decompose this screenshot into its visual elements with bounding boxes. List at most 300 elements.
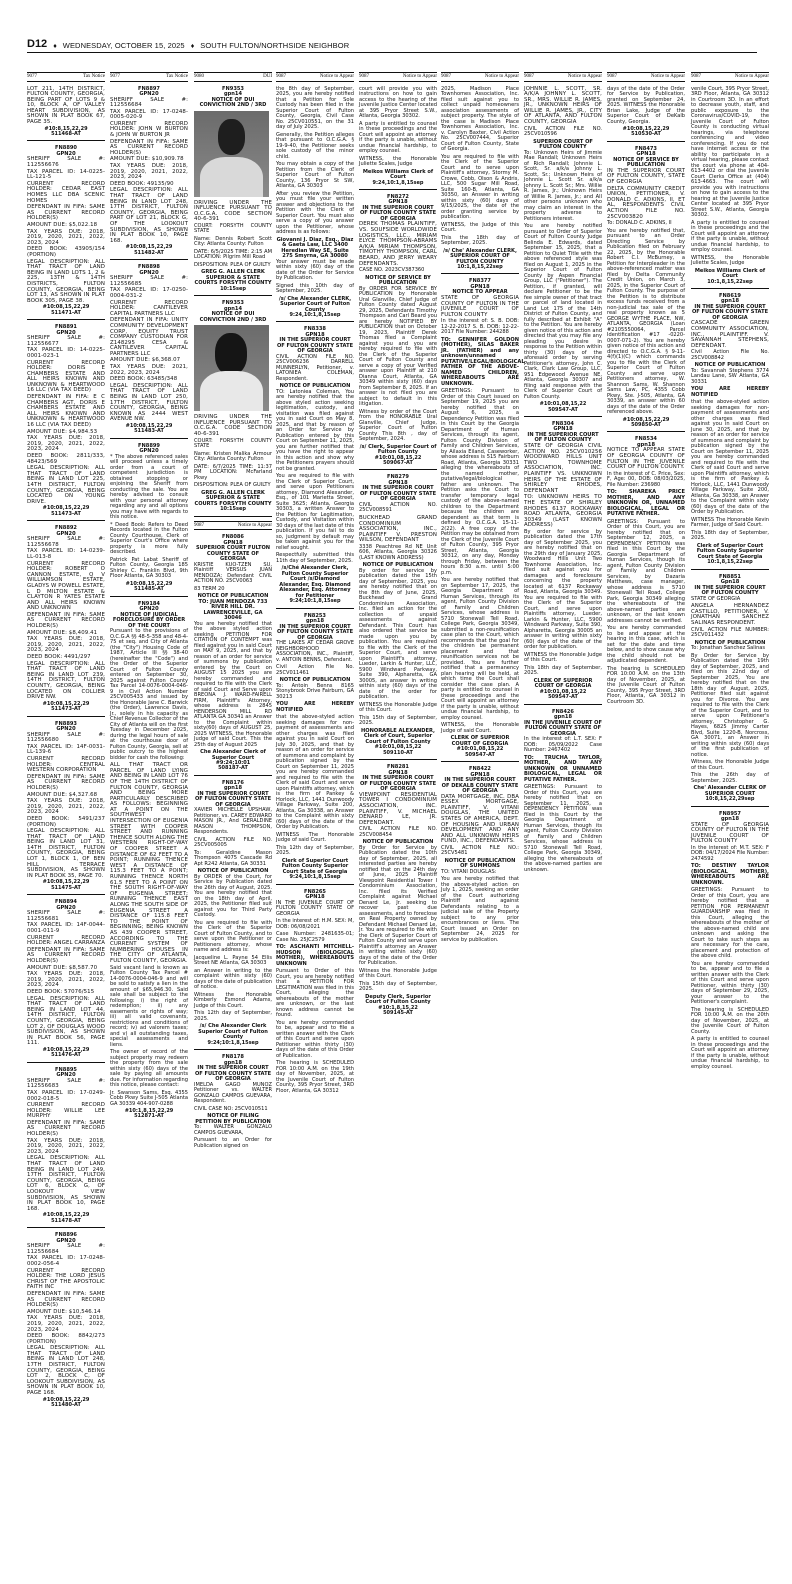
photo-head <box>215 333 247 375</box>
notice-footer: #10:08,15,22,29 <box>622 416 670 423</box>
notice-heading: IN THE SUPERIOR COURT OF FULTON COUNTY <box>694 584 766 597</box>
notice-paragraph: To: Savannah Stephens 3774 Landau Lane, SW Atlanta, GA 30331 <box>691 367 769 385</box>
notice-heading: FN8377 <box>469 278 491 285</box>
mugshot-photo <box>194 325 269 411</box>
notice-heading: gpn14 <box>223 91 242 97</box>
notice-column <box>359 72 437 1023</box>
notice-heading: FN8899 <box>138 442 160 449</box>
notice-footer: 509110-AT <box>383 749 413 756</box>
notice-footer: 511482-AT <box>134 249 164 256</box>
notice-heading: FN8898 <box>138 264 160 271</box>
classification-category: DUI <box>263 74 272 79</box>
notice-heading: NOTICE OF FILING PETITION BY PUBLICATION <box>195 1113 271 1125</box>
notice-footer: 509547-AT <box>548 406 578 413</box>
notice-heading: FN8086 <box>222 534 244 541</box>
notice-paragraph: TO: Latoniea Coleman, You are hereby notified that the above styled action seeking legitimation, custody, and visitation was filed against you in said Court on May 8, 2025, and that by reason of an Order for Service by Publication entered by this Court on September 11, 2025, you are further notified that you have the right to appear in this action and show why the Petitioners prayers should not be granted. <box>276 388 354 472</box>
notice-paragraph: CIVIL CASE NO: 25CV010511 <box>194 1105 268 1112</box>
notice-heading: Meikos Williams Clerk of Court <box>362 168 434 180</box>
notice-heading: FN8892 <box>55 525 77 532</box>
notice-footer: 509547-AT <box>465 751 495 758</box>
photo-body <box>200 157 263 197</box>
classification-category: Tax Notice <box>82 74 105 79</box>
classification-code: 9077 <box>110 74 120 79</box>
notice-field: AMOUNT DUE: $10,909.78 <box>110 156 184 163</box>
notice-paragraph: Name: Dennis Robert Scott City: Atlanta County: Fulton <box>194 235 272 248</box>
notice-field: DEED BOOK: 5491/237 (PORTION) <box>27 815 105 828</box>
notice-paragraph: GREETINGS: Pursuant to Order of this Court issued on September 19, 2025 you are hereby notified that on August 6, 2025, a Dependency Petition was filed in this Court by the Georgia Department of Human Services, through its agent, Fulton County Division of Family and Children Services, by Ailaxia Eiland, Caseworker, whose address is 515 Fairburn Road, Atlanta, Georgia 30331 alleging the whereabouts of the named mother, putative/legal/biological father are unknown. The Petition asks the Court to transfer temporary legal custody of the above-named children to the Department because the children are dependent as that term is defined by O.C.G.A. 15-11-2(22). A free copy of the Petition may be obtained from the Clerk of the Juvenile Court of Fulton County, 395 Pryor Street, Atlanta, Georgia 30312, on any day, Monday through Friday, between the hours 8:30 a.m. until 5:00 p.m. <box>441 388 519 576</box>
notice-heading: GPN18 <box>388 199 408 206</box>
notice-paragraph: A party is entitled to counsel in these proceedings and the Court will appoint an attorney if the party is unable, without undue financial hardship, to employ counsel. <box>691 219 769 253</box>
notice-heading: IN THE SUPERIOR COURT OF FULTON COUNTY STATE OF GEORGIA <box>276 337 354 355</box>
notice-heading: IN THE SUPERIOR COURT OF FULTON COUNTY STATE OF GEORGIA <box>359 485 437 503</box>
classification-header <box>441 72 519 82</box>
notice-field: TAX PARCEL ID: 14-0225-LL-121-5 <box>27 168 105 181</box>
notice-heading: IN THE SUPERIOR COURT OF FULTON COUNTY STATE OF GEORGIA <box>359 775 437 793</box>
notice-field: TAX PARCEL ID: 14-0225-0001-023-1 <box>27 347 105 359</box>
notice-paragraph: WITNESS The Honorable Kevin Farmer, Judge of Said Court. <box>691 516 769 529</box>
notice-field: CURRENT RECORD HOLDER: CEDAR EAST HOMES LLC DBA SCENIC HOMES <box>27 180 105 204</box>
notice-footer: 509547-AT <box>548 694 578 701</box>
notice-heading: GPN18 <box>470 283 490 290</box>
notice-paragraph: You may obtain a copy of the Petition from the Clerk of Superior Court of Fulton County, 136 Pryor St SW, Atlanta, GA 30303 <box>276 161 354 189</box>
notice-footer: 511473-AT <box>51 706 81 713</box>
notice-field: CURRENT RECORD HOLDER: THE LORD JESUS CHRIST OF THE APOSTOLIC FAITH INC <box>27 1267 105 1291</box>
notice-footer: #10:8,15,22,29 <box>44 125 88 132</box>
legal-notice <box>27 85 105 142</box>
notice-footer: #10:08,15,22,29 <box>42 879 90 886</box>
notice-field: TAX YEARS DUE: 2018, 2019, 2020, 2021, 2022, 2023, 2024 <box>27 435 105 453</box>
publication-name: SOUTH FULTON/NORTHSIDE NEIGHBOR <box>200 41 350 50</box>
notice-paragraph: By ORDER FOR SERVICE BY PUBLICATION by Honorable Ural Glanville, Chief Judge of Fulton County dated August 29, 2025, Defendants Timothy Thompson and Carl Beard you are hereby NOTIFIED BY PUBLICATION that on October 19, 2023, Plaintiff Derek Thomas filed a Complaint against you and you are hereby required to file with the Clerk of the Superior Court of Fulton County and serve a copy of your Verified answer upon Plaintiff at 210 Dianna Court, Atlanta, GA 30349 within sixty (60) days from September 8, 2025. If an answer is not filed you are subject to default in this litigation. <box>359 285 437 408</box>
notice-field: TO: UNKNOWN HEIRS TO THE ESTATE OF SHIRLEY RHODES 6137 ROCKAWAY ROAD ATLANTA, GEORGIA 30349 (LAST KNOWN ADDRESS) <box>524 494 602 529</box>
notice-paragraph: After you review the Petition, you must file your written answer and objections to the Petition with the Clerk of Superior Court. You must also serve a copy of you answer upon the Petitioner, whose address is as follows: <box>276 190 354 235</box>
diamond-separator-icon: ♦ <box>53 43 57 50</box>
notice-heading: Meikos Williams Clerk of Court <box>694 267 766 279</box>
notice-paragraph: CASE NO. 2023CV387360 <box>359 267 425 274</box>
notice-footer: 511485-AT <box>134 586 164 593</box>
notice-heading: FN8895 <box>55 1066 77 1073</box>
notice-field: TAX PARCEL ID: 17-0249-0002-018-5 <box>27 1089 105 1102</box>
notice-field: BUCKHEAD GRAND CONDOMINIUM ASSOCIATION, INC., PLAINTIFF V. PRESTON WILSON, DEFENDANT <box>359 514 437 544</box>
notice-heading: /s/ Che Alexander Clerk Superior Court of Fulton County <box>198 1023 268 1041</box>
notice-heading: IN THE JUVENILE COURT OF FULTON COUNTY STATE OF GEORGIA <box>524 719 602 737</box>
notice-field: DEFENDANT IN FIFA: SAME AS CURRENT RECORD HOLDER(S) <box>110 138 188 156</box>
notice-field: DEED BOOK: 57076/515 <box>27 988 95 995</box>
notice-heading: IN THE SUPERIOR COURT OF DEKALB COUNTY STATE OF GEORGIA <box>441 777 519 795</box>
notice-heading: FN8422 <box>469 766 491 773</box>
notice-paragraph: 3338 Peachtree Rd NE Unit 606, Atlanta, Georgia 30326 (LAST KNOWN ADDRESS) <box>359 543 437 561</box>
legal-notice <box>441 277 525 762</box>
notice-heading: GPN20 <box>56 530 76 537</box>
notice-field: TAX YEARS DUE: 2018, 2019, 2020, 2021, 2022, 2023, 2024 <box>27 798 105 816</box>
notice-footer: 9:24;10:1,8,15sep <box>289 598 341 605</box>
legal-notice <box>27 898 105 1062</box>
page-number: D12 <box>27 38 48 50</box>
notice-heading: gpn18 <box>305 618 324 625</box>
notice-field: TAX PARCEL ID: 17-0250-0004-031-2 <box>110 287 188 299</box>
legal-notice <box>607 85 685 142</box>
legal-notice <box>691 85 769 289</box>
notice-field: CURRENT RECORD HOLDER: ROBERT O CANNON ESTATE, Q V WILLIAMSON ESTATE, GLADYS W POWELL ESTATE, L D MILTON ESTATE & CLAYTON R YATES ESTATE AND ALL HEIRS KNOWN AND UNKNOWN <box>27 560 105 612</box>
notice-paragraph: To: DONALD C. ADKINS, II <box>607 220 672 227</box>
notice-paragraph: You are hereby notified that the above styled action seeking PETITION FOR CITATION OF CONTEMPT was filed against you in said Court on MAY 9, 2025, and that by reason of an order for service of summons by publication entered by the Court on AUGUST 15 2025 you are hereby commanded and required to file with the Clerk of said Court and Serve upon BREONA J. WARD-FAIRELL FIRM, Plaintiff's Attorney, whose address is 2845 HENDERSON MILL RD ATLANTA GA 30341 an Answer to the Complaint within sixty(60) days of AUGUST 25, 2025 WITNESS, the Honorable Judge of said Court. This the 25th day of August 2025 <box>194 620 272 748</box>
notice-paragraph: Civil Action File No. 25CV011461 <box>276 664 354 676</box>
notice-paragraph: To: Geraldine Mason Thompson 4075 Cascade Rd Apt R242 Atlanta, GA 30331 <box>194 849 272 867</box>
notice-heading: GPN20 <box>56 150 76 157</box>
notice-heading: FN8893 <box>55 720 77 727</box>
notice-column <box>524 72 602 881</box>
notice-footer: #10:08,15,22,29 <box>42 1046 90 1053</box>
notice-paragraph: Said vacant land is known as Fulton County Tax Parcel # 14-0076-0004-046-9 and will be sold to satisfy a lien in the amount of $65,946.30. Said sale shall be subject to the following: i) the right of redemption; ii) any easements or rights of way; iii) all valid covenants, restrictions and conditions of record; iv) ad valorem taxes; and v) all outstanding taxes, special assessments and liens. <box>110 964 188 1048</box>
classification-category: Notice to Appear <box>402 74 437 79</box>
notice-paragraph: DATE: 6/7/2025 TIME: 11:37 PM LOCATION: McFarland Pkwy <box>194 463 272 481</box>
notice-field: DEFENDANT IN FIFA: SAME AS CURRENT RECORD HOLDER(S) <box>27 204 105 222</box>
notice-paragraph: By order for service by publication dated the 17th day of September 2025, you are hereby notified that on the 29th day of January 2025, Woodward Hills Unit Two Townhome Association, Inc. filed suit against you for damages and foreclosure concerning the property located at 6137 Rockaway Road, Atlanta, Georgia 30349. You are required to file with the Clerk of the Superior Court, and serve upon Plaintiffs attorney, Lueder, Larkin & Hunter, LLC, 5900 Windward Parkway, Suite 390, Alpharetta, Georgia 30005 an answer in writing within sixty (60) days of the date of the order for publication. <box>524 528 602 651</box>
classification-code: 9087 <box>441 74 451 79</box>
legal-notice <box>359 85 437 190</box>
notice-footer: #10:08,15,22,29 <box>125 244 173 251</box>
notice-field: TAX YEARS DUE: 2018, 2019, 2020, 2021, 2022, 2023, 2024 <box>110 163 188 181</box>
notice-paragraph: IN THE JUVENILE COURT OF FULTON COUNTY STATE OF GEORGIA <box>276 899 354 917</box>
classification-header <box>359 72 437 82</box>
notice-footer: 511476-AT <box>51 1052 81 1059</box>
notice-heading: GPN20 <box>139 269 159 276</box>
notice-bold-paragraph: TO: GENNIFER GOLDON (MOTHER), SILAS BAKER JR. (FATHER) and any unknown/unnamed PUTATIVE/LEGAL/BIOLOGICAL FATHER OF THE ABOVE-NAMED CHILDREN, WHEREABOUTS ARE UNKNOWN. <box>441 336 525 387</box>
notice-paragraph: A party is entitled to counsel in these proceedings and the Court will appoint an attorney if the party is unable, without undue financial hardship, to employ counsel. <box>359 120 437 154</box>
notice-field: LEGAL DESCRIPTION: ALL THAT TRACT OF LAND BEING IN LAND LOT 248, 17TH DISTRICT, FULTON COUNTY, GEORGIA, BEING LOT 2, BLOCK C, OF LOOKOUT SUBDIVISION, AS SHOWN IN PLAT BOOK 10, PAGE 168. <box>27 1345 105 1397</box>
notice-paragraph: CIVIL ACTION FILE NO. 25CV005005 <box>194 836 272 849</box>
notice-paragraph: This the 26th day of September, 2025. <box>691 772 769 784</box>
legal-notice <box>194 779 272 1050</box>
classification-header <box>607 72 685 82</box>
notice-field: DEED BOOK: 8842/273 (PORTION) <box>27 1333 105 1345</box>
legal-notice <box>359 193 437 471</box>
notice-heading: Deputy Clerk, Superior Court of Fulton County <box>365 993 431 1006</box>
notice-heading: GPN20 <box>56 726 76 733</box>
legal-notice <box>276 888 354 1100</box>
notice-heading: gpn18 <box>636 441 655 448</box>
notice-field: LEGAL DESCRIPTION: ALL THAT TRACT OF LAND BEING IN LAND LOT 31, 14TH DISTRICT, FULTON COUNTY, GEORGIA, BEING LOT 1, BLOCK 1, OF BEN HILL TERRACE SUBDIVISION, AS SHOWN IN PLAT BOOK 35, PAGE 70. <box>27 828 105 879</box>
notice-field: CASCADE GREEN COMMUNITY ASSOCIATION, INC., PLAINTIFF. V. SAVANNAH STEPHENS, DEFENDANT. <box>691 320 769 349</box>
notice-paragraph: You are hereby notified that the above-styled action on July 1, 2025, seeking an order of the Court authorizing Plaintiff and against Defendants relating to a judicial sale of the Property subject to any prior encumbrances or liens. The Court issued an Order on September 24, 2025 for service by publication. <box>441 876 519 943</box>
notice-heading: FN8957 <box>719 810 741 817</box>
legal-notice <box>194 533 272 776</box>
notice-paragraph: By Order for Service by Publication dated the 19th day of September, 2025, and filed on this 22nd day of September 2025, You are hereby notified that on the 18th day of August, 2025, Petitioner filed suit against you for Divorce. You are required to file with the Clerk of the Superior Court, and to serve upon Petitioner's attorney, Christopher G. Hayes, 6825 Jimmy Carter Blvd, Suite 1220-B, Norcross, GA 30071, an Answer in writing within sixty (60) days of the first publication of notice. <box>691 652 769 758</box>
notice-paragraph: WITNESS, the Honorable Juliette Scales, Judge <box>359 155 437 167</box>
notice-paragraph: IMELDA GAGO MUNOZ Petitioner vs. WALTER GONZALO CAMPOS GUEVARA, Respondent. <box>194 1081 272 1105</box>
classification-code: 9087 <box>194 522 204 528</box>
notice-heading: NOTICE OF PUBLICATION <box>197 868 269 875</box>
notice-heading: NOTICE OF PUBLICATION <box>694 639 766 646</box>
legal-notice <box>194 1053 272 1154</box>
notice-heading: Che' Alexander CLERK OF SUPERIOR COURT <box>693 785 767 797</box>
legal-notice <box>691 810 769 1076</box>
notice-paragraph: By order for service by publication dated the 15th day of September, 2025, you are hereby notified that on the 8th day of June, 2025, Buckhead Grand Condominium Association, Inc. filed an action for the collection of unpaid assessments against Defendant. This Court has also ordered that service be made upon you by publication. You are required to file with the Clerk of the Superior Court, and serve upon Plaintiff's attorney, Lueder, Larkin & Hunter, LLC, 5900 Windward Parkway, Suite 390, Alpharetta, GA 30005, an answer in writing within sixty (60) days of the date of the order for publication. <box>359 567 437 701</box>
notice-field: CURRENT RECORD HOLDER: CENTRAL WESTERN CORPORATION <box>27 755 105 774</box>
notice-field: CURRENT RECORD HOLDER: CANTILEVER CAPITAL PARTNERS LLC <box>110 299 188 317</box>
classification-category: Notice to Appear <box>567 74 602 79</box>
notice-footer: #10:01,08,15,22 <box>539 688 587 695</box>
notice-heading: gpn18 <box>553 714 572 721</box>
notice-footer: 511483-AT <box>134 428 164 435</box>
notice-footer: 511480-AT <box>51 1402 81 1409</box>
legal-notice <box>276 325 354 608</box>
notice-paragraph: Witness the Honorable Kimberly Esmond Adams, Judge of this Court. <box>194 991 272 1009</box>
notice-heading: GPN20 <box>139 448 159 455</box>
notice-heading: GPN18 <box>636 151 656 158</box>
notice-field: SHERIFF SALE #: 112556677 <box>27 335 105 347</box>
notice-paragraph: that the above-styled action seeking damages for non-payment of assessments and other charges was filed against you in said Court on July 30, 2025, and that by reason of an order for service of summons and complaint by publication signed by the Court on September 11, 2025 you are hereby commanded and required to file with the Clerk of said Court and serve upon Plaintiffs attorney, which is the firm of Pankey & Horlock, LLC, 1441 Dunwoody Village Parkway, Suite 200, Atlanta, Ga 30338, an Answer to the Complaint within sixty (60) days of the date of the Order by Publication. <box>276 714 354 831</box>
legal-notice <box>524 420 602 705</box>
notice-paragraph: The owner of record of the subject property may redeem the property from the sale within sixty (60) days of the sale by paying all amounts due. For information regarding this notice, please contact: <box>110 1049 189 1088</box>
notice-field: LEGAL DESCRIPTION: ALL THAT TRACT OF LAND BEING IN LAND LOT 248, 17TH DISTRICT, FULTON COUNTY, GEORGIA, BEING PART OF LOT 21, BLOCK G, OF THE LOOKOUT SUBDIVISION, AS SHOWN IN PLAT BOOK 10, PAGE 168. <box>110 187 188 244</box>
notice-footer: #10:1,8,15,22 <box>378 1004 418 1011</box>
notice-heading: GPN18 <box>388 769 408 776</box>
notice-heading: FN8534 <box>635 436 657 443</box>
notice-field: AMOUNT DUE: $10,546.14 <box>27 1308 101 1315</box>
notice-field: DEED BOOK: 2811/333, 48423/569 <box>27 453 105 465</box>
notice-bold-paragraph: TO: TRUCHA TAYLOR, MOTHER, AND ANY UNKNOWN OR UNNAMED BIOLOGICAL, LEGAL OR PUTATIVE FATHER. <box>524 754 602 783</box>
notice-paragraph: In the interest of: M.T. SEX: F DOB: 04/17/2024 File Number: 2474592 <box>691 844 769 862</box>
notice-heading: SUPERIOR COURT FULTON COUNTY STATE OF GEORGIA <box>195 545 271 563</box>
notice-column <box>691 72 769 1078</box>
notice-paragraph: THE LAKES AT CEDAR GROVE NEIGHBORHOOD ASSOCIATION, INC., Plaintiff, v. ANTOIN BENNS, Defendant. <box>276 640 354 663</box>
notice-footer: 509067-AT <box>383 460 413 467</box>
legal-notice <box>194 299 272 516</box>
notice-footer: #10:08,15,22,29 <box>622 126 670 132</box>
notice-field: ALL THAT TRACT OR PARCEL OF LAND LYING AND BEING IN LAND LOT 76 OF THE 14TH DISTRICT OF FULTON COUNTY, GEORGIA AND BEING MORE PARTICULARLY DESCRIBED AS FOLLOWS: BEGINNING AT A POINT ON THE SOUTHWEST INTERSECTION OF EUGENIA STREET WITH COOPER STREET AND RUNNING THENCE SOUTH ALONG THE WESTERN RIGHT-OF-WAY OF COOPER STREET A DISTANCE OF 62 FEET TO A POINT; RUNNING THENCE WEST A DISTANCE OF 115.3 FEET TO A POINT; RUNNING THENCE NORTH 61.5 FEET TO A POINT ON THE SOUTH RIGHT-OF-WAY OF EUGENIA STREET; RUNNING THENCE EAST ALONG THE SOUTH SIDE OF EUGENIA STREET A DISTANCE OF 115.8 FEET TO THE POINT OF BEGINNING; BEING KNOWN AS 439 COOPER STREET, ACCORDING TO THE CURRENT SYSTEM OF NUMBERING HOUSES IN THE CITY OF ATLANTA, FULTON COUNTY, GEORGIA. <box>110 762 188 964</box>
notice-heading: FN8338 <box>304 326 326 333</box>
notice-field: STATE OF GEORGIA CIVIL ACTION NO. 25CV010256 WOODWARD HILLS UNIT TWO TOWNHOME ASSOCIATION, INC. PLAINTIFF VS. UNKNOWN HEIRS OF THE ESTATE OF SHIRLEY RHODES, DEFENDANT <box>524 442 602 494</box>
notice-heading: FN8619 <box>719 292 741 299</box>
legal-notice <box>276 85 354 323</box>
notice-heading: FN9353 <box>222 85 244 92</box>
classification-header <box>194 521 272 531</box>
notice-field: SHERIFF SALE #: 112556685 <box>110 275 188 287</box>
notice-paragraph: WITNESS the Honorable Judge of this Court. <box>359 701 437 714</box>
classification-code: 9087 <box>524 74 534 79</box>
notice-field: DEREK THOMAS PLAINTIFF, VS. SOUFSIDE WORLDWIDE LOGISTICS, LLC., MIRIAM ELYCE THOMPSON-ABRAMS A/K/A MIRIAM THOMPSON, TIMOTHY THOMPSON, CARL BEARD, AND JERRY WEARY DEFENDANTS. <box>359 221 437 267</box>
notice-heading: FN8178 <box>222 1054 244 1061</box>
notice-field: LEGAL DESCRIPTION: ALL THAT TRACT OF LAND BEING IN LAND LOT 225, 14TH DISTRICT, FULTON COUNTY, GEORGIA, BEING LOCATED ON YOUNG DRIVE. <box>27 465 105 505</box>
classification-code: 9087 <box>276 74 286 79</box>
notice-heading: gpn18 <box>720 816 739 823</box>
notice-field: TAX YEARS DUE: 2021, 2022, 2023, 2024 <box>110 364 188 376</box>
classification-category: Notice to Appear <box>650 74 685 79</box>
notice-paragraph: In the interest of: L.T. SEX: F DOB: 05/09/2022 Case Number: 2467402 <box>524 736 602 754</box>
notice-heading: GREG G. ALLEN CLERK SUPERIOR & STATE COURTS FORSYTH COUNTY <box>194 489 272 507</box>
notice-paragraph: In the interest of: H.M. SEX: M, DOB: 06/08/2021 <box>276 918 354 930</box>
notice-field: DATA MORTGAGE, INC. DBA ESSEX MORTGAGE, PLAINTIFF, V. VITANI DOUGLAS, THE UNITED STATES OF AMERICA, DEPT. OF HOUSING AND URBAN DEVELOPMENT AND ANY AND ALL UNKNOWN HEIRS FUND, INC., DEFENDANTS. <box>441 793 519 845</box>
notice-footer: 9:24,10:1,8,15sep <box>289 312 341 318</box>
notice-field: TAX YEARS DUE: 2018, 2019, 2020, 2021, 2022, 2023, 2024 <box>27 971 105 989</box>
notice-paragraph: 2025, Madison Place Townhomes Association, Inc. filed suit against you to collect unpaid homeowners association assessments of subject property. The style of the case is Madison Place Townhomes Association, Inc. v. Carolyn Baxter, Civil Action No. 25CV007444, Superior Court of Fulton County, State of Georgia. <box>441 85 519 152</box>
legal-notice <box>27 524 105 716</box>
notice-paragraph: Your answer must be made within sixty (60) day of the date of the Order for Service by Publication. <box>276 258 354 281</box>
notice-paragraph: CIVIL ACTION FILE NO.: 25CV5481 <box>441 844 519 857</box>
photo-head <box>218 119 245 155</box>
notice-bold-paragraph: TO: ASCHANTI MITCHELL-HUDSON (BIOLOGICAL MOTHER), WHEREABOUTS UNKNOWN <box>276 944 354 967</box>
legal-notice <box>27 144 105 320</box>
legal-notice <box>110 263 188 439</box>
notice-field: JOHNNIE L. SCOTT, SR. A/K/A JOHNNY L. SCOTT, SR., MRS. WILLIE R. JAMES, JR., UNKNOWN HEIRS OF WILLIE R. JAMES, JR., CITY OF ATLANTA, AND FULTON COUNTY, GEORGIA <box>524 85 602 126</box>
notice-paragraph: KRISTIE KUO-TZEN SU, Plaintiff VERSUS JUAN MENDOZA; Defendant CIVIL ACTION NO. 25CV0063 <box>194 561 272 585</box>
notice-paragraph: STATE OF GEORGIA <box>691 595 741 602</box>
notice-paragraph: Respectfully submitted this 11th day of September, 2025. <box>276 552 354 564</box>
legal-notice <box>110 600 188 1123</box>
legal-notice <box>691 292 769 570</box>
notice-field: DELTA COMMUNITY CREDIT UNION, PETITIONER, V. DONALD C. ADKINS, II, ET AL, RESPONDENTS CIVIL ACTION FILE NO. 25CV003820 <box>607 185 685 220</box>
notice-bold-paragraph: TO: DESTINY TAYLOR (BIOLOGICAL MOTHER), WHEREABOUTS ARE UNKNOWN. <box>691 863 769 886</box>
notice-bold-paragraph: TO: SHAREKA PRICE MOTHER, AND ANY UNKNOWN OR, UNNAMED BIOLOGICAL, LEGAL OR PUTATIVE FATHER. <box>607 489 685 518</box>
notice-heading: GPN18 <box>470 771 490 778</box>
notice-heading: GPN20 <box>139 606 159 613</box>
notice-heading: NOTICE OF SERVICE BY PUBLICATION <box>365 274 431 287</box>
notice-heading: IN THE SUPERIOR COURT OF FULTON COUNTY STATE OF GEORGIA <box>691 303 769 321</box>
notice-paragraph: Witness the Honorable Judge of this Court. <box>359 967 437 980</box>
notice-heading: FN8426 <box>552 708 574 715</box>
notice-paragraph: Witness by order of the Court from the HONORABLE Ural Glanville, Chief Judge, Superior Court of Fulton County This 8th , day of September, 2024. <box>359 408 437 443</box>
diamond-separator-icon: ♦ <box>190 43 195 50</box>
notice-paragraph: GREETINGS: Pursuant to Order of this Court, you are hereby notified that on September 12, 2025, a DEPENDENCY PETITION was filed in this Court by the Georgia Department of Human Services, though its agent, Fulton County Division of Family and Children Services, by Dazaria Matthews, case manager, whose address is 5710 Stonewall Tell Road, College Park, Georgia 30349 alleging the whereabouts of the above-named parties are unknown, or the last known addresses cannot be verified. <box>607 518 685 624</box>
notice-paragraph: You are required to file with the Clerk of the Superior Court and to serve upon Plaintiff's attorney, Stormy M. Crowe, Cobb, Olson & Andris, LLC, 500 Sugar Mill Road, Suite 160-B, Atlanta, GA 30350, an Answer in writing within sixty (60) days of 9/15/2025, the date of the order granting service by publication. <box>441 153 519 220</box>
classification-category: Tax Notice <box>165 74 188 79</box>
legal-notice <box>524 708 602 879</box>
notice-footer: 509145-AT <box>383 1010 413 1017</box>
notice-paragraph: You are required to file with the Clerk of Superior Court, and serve upon Petitioners attorney, Diamond Alexander, Esq., of 101 Marietta Street, Suite 3625; Atlanta, Georgia 30303, a written Answer to the Petition for Legitimation, Custody, and Visitation within 30 days of the last date of this publication. If you fail to do so, judgment by default may be taken against you for the relief sought. <box>276 473 354 551</box>
legal-notice <box>607 435 685 710</box>
notice-paragraph: WITNESS, the Judge of this Court. <box>441 221 519 233</box>
notice-paragraph: * The above referenced sales will proceed unless a timely order from a court of competent jurisdiction is obtained stopping or enjoining the Sheriff from conducting the sale. You are hereby advised to consult with your personal attorney regarding any and all options you may have with regards to this notice. <box>110 453 188 521</box>
notice-field: DEFENDANT IN FIFA: SAME AS CURRENT RECORD HOLDER(S) <box>27 773 105 791</box>
notice-field: TAX PARCEL ID: 14F-0031-LL-139-6 <box>27 743 105 756</box>
notice-bold-paragraph: YOU ARE HEREBY NOTIFIED <box>691 386 769 398</box>
notice-heading: NOTICE TO APPEAR <box>452 289 508 296</box>
notice-field: DRIVING UNDER THE INFLUENCE PURSUANT TO O.C.G.A. CODE SECTION 40-6-391 <box>194 199 272 223</box>
notice-paragraph: This 12th day of September, 2025. <box>276 844 354 857</box>
classification-header <box>691 72 769 82</box>
notice-heading: GPN18 <box>305 331 325 338</box>
notice-field: TAX YEARS DUE: 2018, 2019, 2020, 2021, 2022, 2023, 2024 <box>27 1137 105 1155</box>
notice-paragraph: This 12th day of September, 2025. <box>194 1010 272 1022</box>
notice-paragraph: This 15th day of September, 2025. <box>359 980 437 993</box>
notice-paragraph: GREETINGS: Pursuant to Order of this Court, you are hereby notified that on September 11, 2025, a DEPENDENCY PETITION was filed in this Court by the Georgia Department of Human Services, though its agent, Fulton County Division of Family and Children Services, whose address is 5710 Stonewall Tell Road, College Park, Georgia 30349, alleging the whereabouts of the above-named parties are unknown. <box>524 784 602 873</box>
classification-header <box>524 72 602 82</box>
notice-bold-paragraph: YOU ARE HEREBY NOTIFIED <box>276 701 354 713</box>
notice-paragraph: To: Unknown Heirs of Jimmie Mae Randall; Unknown Heirs of Rich Randall; Johnnie L. Scott, Sr. a/k/a Johnny L. Scott, Sr.; Unknown Heirs of Johnnie L. Scott Sr. a/k/a Johnny L. Scott Sr.; Mrs. Willie R. James, Jr.; Unknown Heirs of Willie R. James, Jr.; and All other persons unknown who may claim an interest in the property adverse to Petitioners interest. <box>524 149 602 222</box>
notice-paragraph: Generally, the Petition alleges that pursuant to O.C.G.A. § 19-9-40, the Petitioner seeks sole custody of the minor child. <box>276 131 354 160</box>
notice-heading: IN THE SUPERIOR COURT OF FULTON COUNTY STATE OF GEORGIA <box>194 790 272 808</box>
notice-paragraph: You are hereby commanded to be, appear and to file a written answer with the Clerk of this Court and serve upon Petitioner within thirty (30) days of the date of this Order of Publication. <box>276 1019 354 1059</box>
notice-paragraph: The hearing is SCHEDULED FOR 10:00 A.M. on the 20th day of November, 2025, at the Juvenile Court of Fulton County. <box>691 1006 769 1035</box>
notice-paragraph: * Deed Book: Refers to Deed Records located in the Fulton County Courthouse, Clerk of Superior Court's Office where property is more fully described. <box>110 521 188 556</box>
notice-paragraph: COURT: FORSYTH COUNTY STATE <box>194 437 272 450</box>
notice-paragraph: XAVIER MICHELLE UPSHAW, Petitioner, vs. CAREY EDWARD MASON JR., And GERALDINE MASON THOMPSON, Respondents. <box>194 807 272 836</box>
notice-field: TAX PARCEL ID: 17-0248-0002-056-4 <box>27 1255 105 1267</box>
notice-heading: NOTICE OF DUI CONVICTION 2ND / 3RD <box>199 96 267 108</box>
notice-heading: GPN18 <box>553 426 573 433</box>
notice-field: DEED BOOK: 49135/90 <box>110 180 174 187</box>
classification-header <box>110 72 188 82</box>
notice-footer: 511473-AT <box>51 510 81 517</box>
notice-field: SHERIFF SALE #: 112556684 <box>110 96 188 109</box>
legal-notice <box>110 85 188 261</box>
notice-heading: FN8894 <box>55 899 77 906</box>
notice-heading: gpn18 <box>720 298 739 305</box>
notice-field: AMOUNT DUE: $6,368.07 <box>110 357 181 364</box>
notice-paragraph: A party is entitled to counsel in these proceedings and the Court will appoint an attorney if the party is unable, without undue financial hardship, to employ counsel. <box>691 1036 769 1070</box>
notice-heading: /s/ Che Alexander CLERK, Superior Court of Fulton County <box>278 295 352 313</box>
notice-field: TAX YEARS DUE: 2018, 2019, 2020, 2021, 2022, 2023, 2024 <box>27 228 105 246</box>
notice-footer: #10:08,15,22,29 <box>42 1396 90 1403</box>
notice-footer: 10:1,8,15,22sep <box>707 559 753 566</box>
notice-column <box>194 72 272 1157</box>
notice-paragraph: TO: VITANI DOUGLAS: <box>441 868 497 875</box>
notice-paragraph: Signed this 10th day of September, 2025. <box>276 282 354 294</box>
notice-footer: #10:08,15,22,29 <box>42 1212 90 1219</box>
notice-field: TAX PARCEL ID: 14-0239-LL-013-8 <box>27 548 105 560</box>
notice-field: DEED BOOK: 4491/297 <box>27 654 91 661</box>
notice-paragraph: Pursuant to an Order for Publication signed on <box>194 1137 272 1149</box>
notice-heading: FN8891 <box>55 324 77 331</box>
notice-field: LEGAL DESCRIPTION: ALL THAT TRACT OF LAND BEING IN LAND LOT 239, 14TH DISTRICT, FULTON COUNTY, GEORGIA, BEING LOCATED ON COLLIER DRIVE NW. <box>27 660 105 701</box>
notice-field: DEFENDANT IN FIFA: SAME AS CURRENT RECORD HOLDER(S) <box>27 611 105 630</box>
notice-paragraph: To: Jonathan Sanchez Salinas <box>691 645 766 652</box>
notice-heading: FN8253 <box>304 612 326 619</box>
classification-code: 9087 <box>359 74 369 79</box>
notice-footer: 509850-AT <box>631 422 661 429</box>
notice-paragraph: You are hereby notified pursuant to Order of Superior Court of Fulton County Judge Belinda E. Edwards, dated September 15, 2025, that a Petition to Quiet Title with the above referenced style was filed on August 1, 2025 in the Superior Court of Fulton County by Aspen Financial Group, LLC ("Petitioner"). The Petition, if granted, will declare Petitioner to be the fee simple owner of that tract or parcel of land located in Land Lot 175 of the 14th District of Fulton County, and fully described at Exhibit "A" to the Petition. You are hereby given notice of this action and directed that you may file any pleading you desire in response to the Petition within thirty (30) days of the aforesaid order by serving Petitioner's attorney, John C. Clark, Clark Law Group, LLC, 951 Edgewood Avenue NE, Atlanta, Georgia 30307 and filing said response with the Clerk of Superior Court of Fulton County. <box>524 223 602 400</box>
legal-notice <box>27 720 105 896</box>
classification-code: 9077 <box>27 74 37 79</box>
notice-paragraph: You are hereby notified that, pursuant to an Order Directing Service by Publication filed on February 22, 2025, by the Honorable Robert C.I. McBurney, a Petition for Interpleader in the above-referenced matter was filed by Delta Community Credit Union, on March 3, 2025, in the Superior Court of Fulton County. The purpose of the Petition is to distribute excess funds received from a non-judicial tax sale of the real property known as 5 GEORGE WYTHE PLACE, NW, ATLANTA, GEORGIA (Loan #2105550064, Parcel Identification #17 -0220-0007-071-2). You are hereby given notice of this action and directed to O.C.G.A. § 9-11-4(f)(1)(C) which commands you to file with the Clerk of Superior Court of Fulton County and serve upon Petitioners attorney, W. Shannon Sams, W. Shannon Sams Law, PC, 4355 Cobb Pkwy, Ste. J-505, Atlanta, GA 30339, an answer within 60 days of the date of the Order referenced above. <box>607 227 685 416</box>
notice-paragraph: This the 18th day of September, 2025. <box>441 234 519 246</box>
notice-paragraph: WITNESS the Honorable Judge of this Court. <box>524 651 602 664</box>
legal-notice <box>441 765 519 948</box>
notice-field: DEFENDANT IN FIFA: SAME AS CURRENT RECORD HOLDER(S) <box>27 946 105 964</box>
notice-field: CURRENT RECORD HOLDER: DORIS E CHAMBERS ESTATE AND ALL HEIRS KNOWN AND UNKNOWN & HEARTWOOD 16 LLC (VIA TAX DEED) <box>27 359 105 394</box>
notice-heading: NOTICE OF PUBLICATION <box>362 839 434 846</box>
notice-field: LOT 211, 14TH DISTRICT, FULTON COUNTY, GEORGIA, BEING PART OF LOTS 9 & 10, BLOCK A, OF VALLEY HEART SUBDIVISION, AS SHOWN IN PLAT BOOK 67, PAGE 35. <box>27 85 105 126</box>
notice-heading: GPN18 <box>388 479 408 486</box>
notice-paragraph: By Order for Service by Publication dated the 10th day of September, 2025, all interested parties are hereby notified that on the 24th day of June, 2025 Plaintiff Viewpoint Residential Tower I Condominium Association, Inc. filed its Verified Complaint against Michael Denard Le, Jr. seeking to recover past due assessments, and to foreclose on Real Property owned by Defendant Michael Denard Le, Jr. You are required to file with the Clerk of Superior Court of Fulton County and serve upon Plaintiff's attorney an Answer in writing within sixty (60) days of the date of the Order for Publication. <box>359 844 437 967</box>
notice-paragraph: Case Number: 2481635-01; Case No. 25JC2579 <box>276 931 354 943</box>
notice-paragraph: venile Court, 395 Pryor Street, 3RD Floor, Atlanta, GA 30312 in Courtroom 3D. In an effort to decrease youth, staff, and public exposure to the Coronavirus/COVID-19, the Juvenile Court of Fulton County is conducting virtual hearings, via telephone conferencing and video conferencing. If you do not have internet access or the ability to participate in a virtual hearing, please contact the court via phone at 404-613-4402 or dial the Juvenile Court Clerks Office at (404) 613-4663. The court will provide you with instructions on how to gain access to the hearing at the Juvenile Justice Center located at 395 Pryor Street S.W., Atlanta, Georgia 30302. <box>691 85 769 218</box>
notice-paragraph: CIVIL ACTION FILE NUMBER: 25CV011432 <box>691 626 769 639</box>
notice-heading: FN8281 <box>387 764 409 771</box>
notice-footer: #10:01,08,15,22 <box>374 744 422 751</box>
notice-heading: gpn14 <box>223 305 242 312</box>
notice-heading: gpn18 <box>223 785 242 792</box>
mugshot-photo <box>194 111 269 197</box>
notice-footer: #10:08,15,22,29 <box>125 580 173 587</box>
notice-paragraph: This 18th day of September, 2025. <box>691 529 769 542</box>
notice-heading: NOTICE OF PUBLICATION <box>362 562 434 569</box>
notice-paragraph: an Answer in writing to the complaint within sixty (60) days of the date of publication of notice. <box>194 967 272 991</box>
notice-footer: 9:24;10:1,8,15sep <box>207 1039 259 1046</box>
classification-category: Notice to Appear <box>734 74 769 79</box>
notice-field: DEFENDANT IN FIFA: SAME AS CURRENT RECORD HOLDER(S) <box>27 1119 105 1138</box>
notice-heading: NOTICE OF PUBLICATION <box>279 677 351 684</box>
notice-footer: 10:15sep <box>220 506 246 513</box>
notice-paragraph: days of the date of the Order for Service by Publication, granted on September 24, 2025. WITNESS the Honorable Brian Lake, Judge of the Superior Court of DeKalb County, Georgia. <box>607 85 685 125</box>
notice-field: CURRENT RECORD HOLDER: JOHN W BURTON & JOHN W BURTON JR <box>110 120 188 139</box>
notice-paragraph: Civil Action File No. 25CV008842 <box>691 349 769 361</box>
notice-paragraph: that the above-styled action seeking damages for non-payment of assessments and other charges was filed against you in said Court on June 30, 2025, and that by reason of an order for service of summons and complaint by publication signed by the Court on September 11, 2025 you are hereby commanded and required to file with the Clerk of said Court and serve upon Plaintiffs attorney, which is the firm of Pankey & Horlock, LLC, 1441 Dunwoody Village Parkway, Suite 200, Atlanta, Ga 30338, an Answer to the Complaint within sixty (60) days of the date of the Order by Publication. <box>691 399 769 516</box>
notice-heading: CLERK OF SUPERIOR COURT OF GEORGIA <box>533 677 593 690</box>
notice-heading: IN THE SUPERIOR COURT OF FULTON COUNTY STATE OF GEORGIA <box>276 623 354 641</box>
notice-heading: IN THE SUPERIOR COURT OF FULTON COUNTY STATE OF GEORGIA <box>194 1065 272 1083</box>
